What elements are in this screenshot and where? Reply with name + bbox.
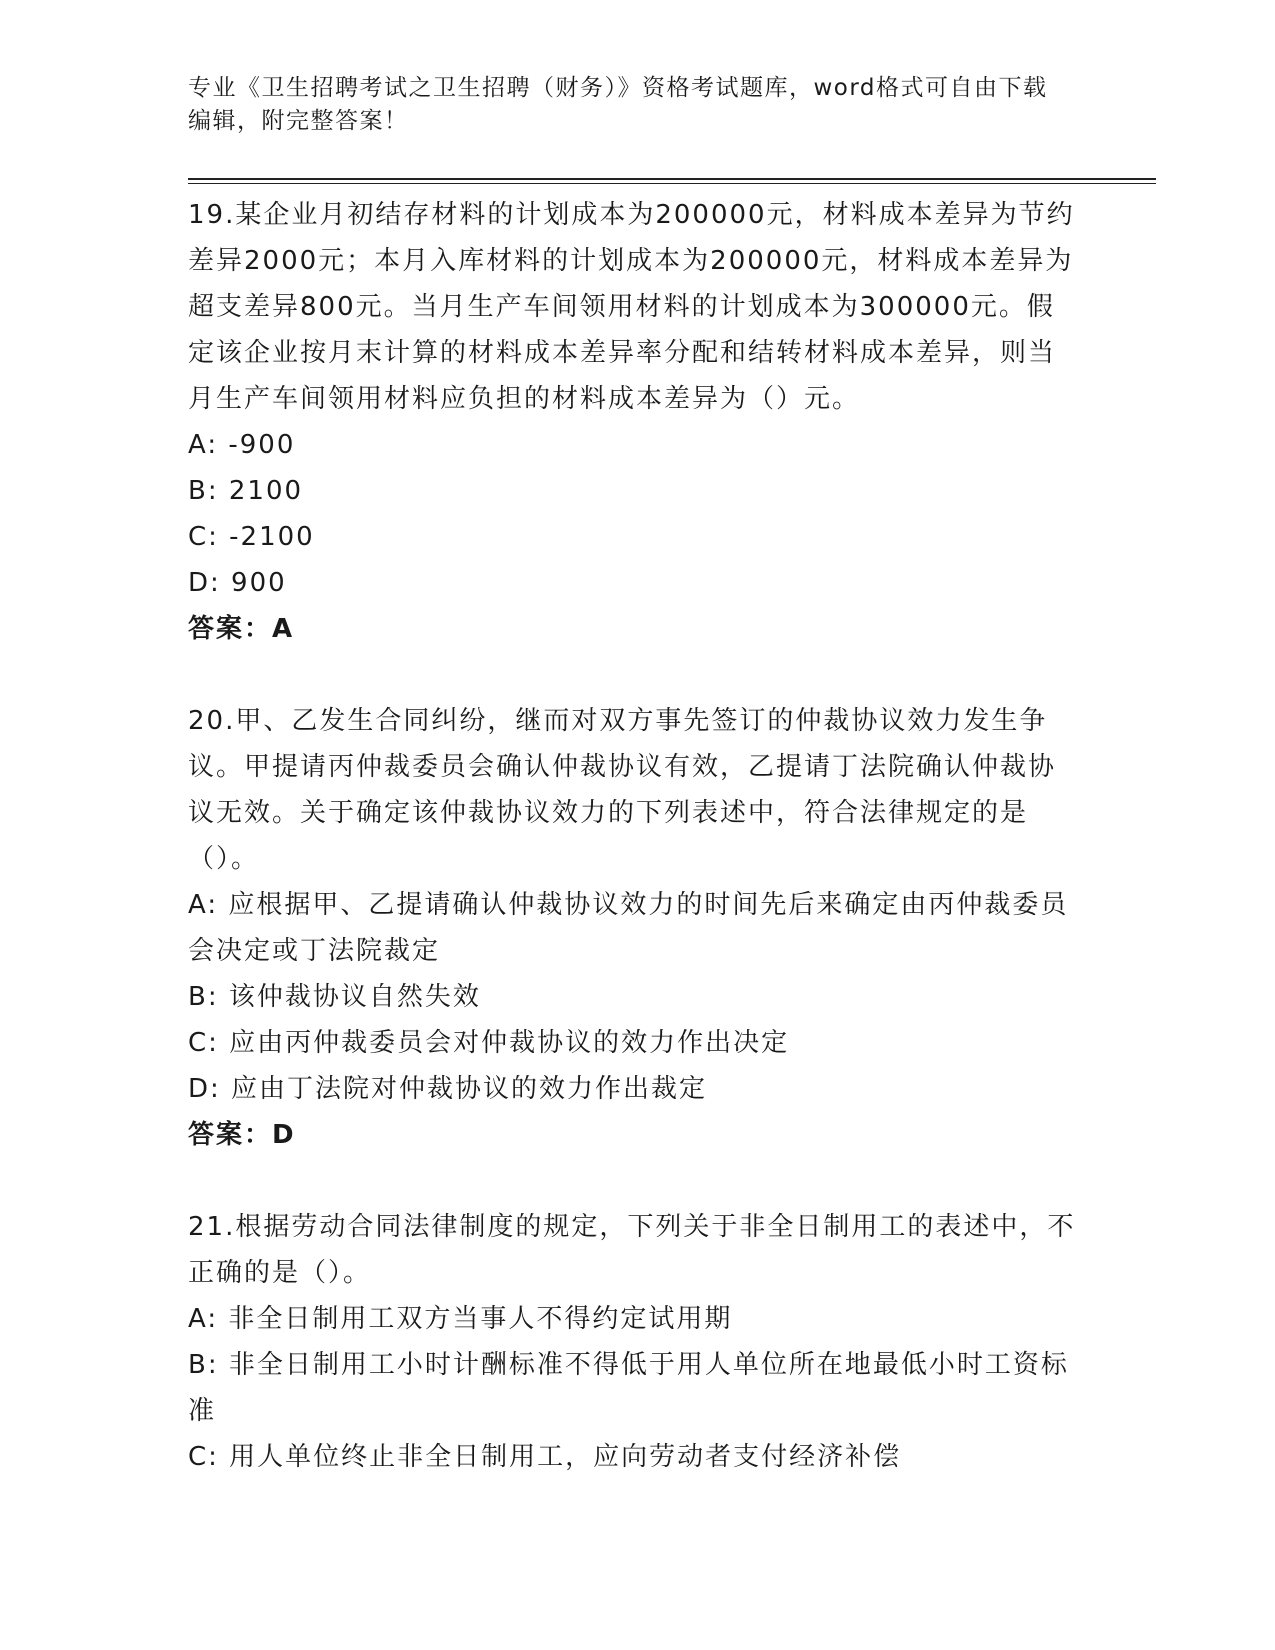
document-header [188,72,1088,138]
option-a: A: 非全日制用工双方当事人不得约定试用期 [188,1304,733,1334]
header-divider-thin [188,183,1156,184]
option-c: C: 应由丙仲裁委员会对仲裁协议的效力作出决定 [188,1028,790,1058]
question-spacer [188,652,1078,698]
option-c: C: -2100 [188,522,315,552]
question-stem: 20.甲、乙发生合同纠纷，继而对双方事先签订的仲裁协议效力发生争议。甲提请丙仲裁委员会确认仲裁协议有效，乙提请丁法院确认仲裁协议无效。关于确定该仲裁协议效力的下列表述中，符合法律规定的是（）。 [188,706,1057,874]
header-divider-thick [188,178,1156,180]
question-21 [188,1204,1078,1480]
question-stem: 19.某企业月初结存材料的计划成本为200000元，材料成本差异为节约差异2000元；本月入库材料的计划成本为200000元，材料成本差异为超支差异800元。当月生产车间领用材料的计划成本为300000元。假定该企业按月末计算的材料成本差异率分配和结转材料成本差异，则当月生产车间领用材料应负担的材料成本差异为（）元。 [188,200,1075,414]
option-a: A: -900 [188,430,296,460]
option-b: B: 2100 [188,476,304,506]
question-20 [188,698,1078,1158]
question-19 [188,192,1078,652]
option-c: C: 用人单位终止非全日制用工，应向劳动者支付经济补偿 [188,1442,902,1472]
option-b: B: 非全日制用工小时计酬标准不得低于用人单位所在地最低小时工资标准 [188,1350,1069,1426]
option-a: A: 应根据甲、乙提请确认仲裁协议效力的时间先后来确定由丙仲裁委员会决定或丁法院裁定 [188,890,1069,966]
answer-label: 答案：A [188,614,295,644]
question-spacer [188,1158,1078,1204]
option-d: D: 900 [188,568,287,598]
option-d: D: 应由丁法院对仲裁协议的效力作出裁定 [188,1074,708,1104]
header-line-1: 专业《卫生招聘考试之卫生招聘（财务）》资格考试题库，word格式可自由下载 [188,75,1048,101]
question-stem: 21.根据劳动合同法律制度的规定，下列关于非全日制用工的表述中，不正确的是（）。 [188,1212,1076,1288]
answer-label: 答案：D [188,1120,296,1150]
option-b: B: 该仲裁协议自然失效 [188,982,481,1012]
header-line-2: 编辑，附完整答案！ [188,108,409,134]
question-list [188,192,1078,1480]
